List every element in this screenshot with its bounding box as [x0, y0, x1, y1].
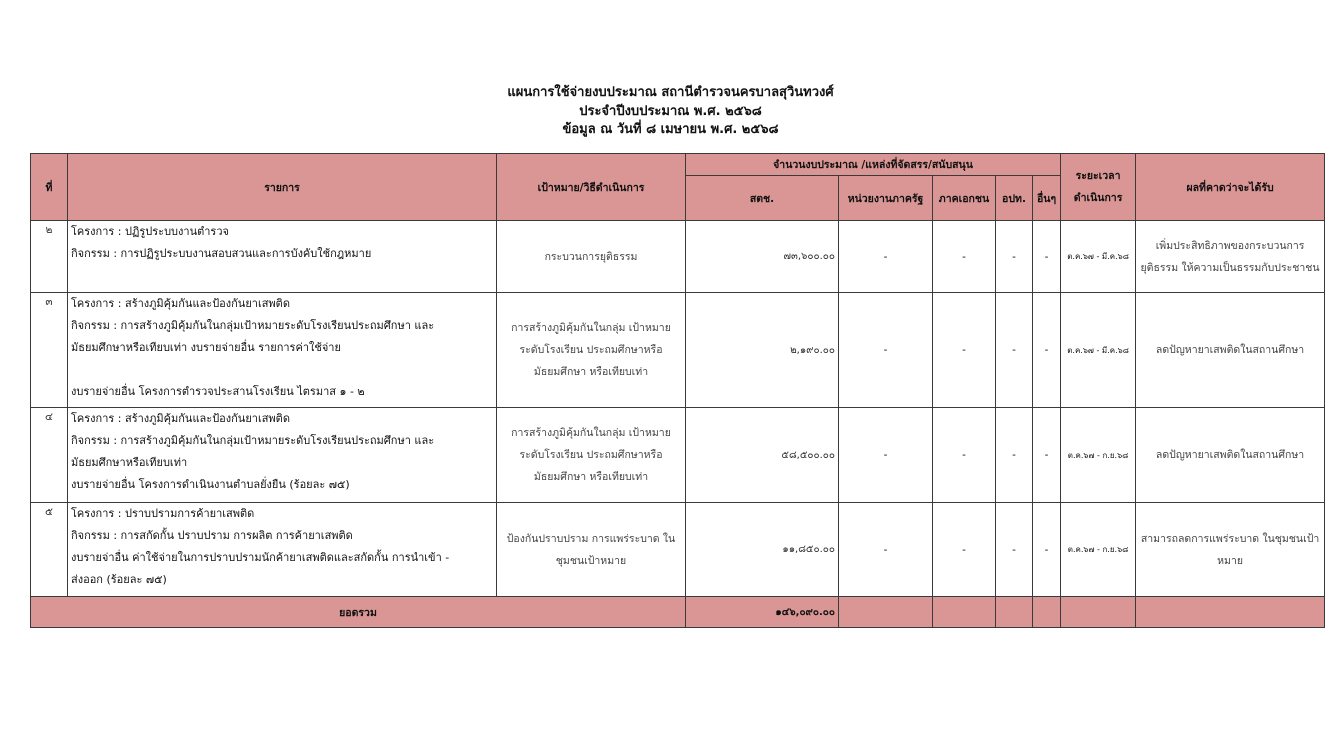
- table-row: [31, 293, 1325, 408]
- row-no: ๓: [31, 293, 68, 408]
- item-line: กิจกรรม : การสร้างภูมิคุ้มกันในกลุ่มเป้าหมายระดับโรงเรียนประถมศึกษา และ: [71, 319, 435, 332]
- item-line: โครงการ : ปฏิรูประบบงานตำรวจ: [71, 225, 229, 238]
- item-line: กิจกรรม : การปฏิรูประบบงานสอบสวนและการบังคับใช้กฎหมาย: [71, 247, 372, 260]
- header-no: ที่: [31, 154, 68, 221]
- row-private: -: [933, 503, 996, 597]
- row-period: ต.ค.๖๗ - ก.ย.๖๘: [1061, 503, 1136, 597]
- row-no: ๒: [31, 221, 68, 293]
- row-target: การสร้างภูมิคุ้มกันในกลุ่ม เป้าหมายระดับโรงเรียน ประถมศึกษาหรือมัธยมศึกษา หรือเทียบเท่า: [497, 408, 686, 503]
- row-item: [68, 221, 497, 293]
- row-other: -: [1033, 293, 1061, 408]
- row-result: ลดปัญหายาเสพติดในสถานศึกษา: [1136, 293, 1325, 408]
- row-result: สามารถลดการแพร่ระบาด ในชุมชนเป้าหมาย: [1136, 503, 1325, 597]
- total-police-budget: ๑๔๖,๐๙๐.๐๐: [686, 597, 839, 628]
- row-result: เพิ่มประสิทธิภาพของกระบวนการยุติธรรม ให้ความเป็นธรรมกับประชาชน: [1136, 221, 1325, 293]
- title-line-2: ประจำปีงบประมาณ พ.ศ. ๒๕๖๘: [579, 103, 762, 119]
- row-gov: -: [839, 503, 933, 597]
- row-period: ต.ค.๖๗ - ก.ย.๖๘: [1061, 408, 1136, 503]
- item-line: มัธยมศึกษาหรือเทียบเท่า งบรายจ่ายอื่น รายการค่าใช้จ่าย: [71, 341, 341, 354]
- row-local: -: [996, 293, 1033, 408]
- row-private: -: [933, 408, 996, 503]
- header-police: สตช.: [686, 176, 839, 221]
- row-police-budget: ๗๓,๖๐๐.๐๐: [686, 221, 839, 293]
- header-gov: หน่วยงานภาครัฐ: [839, 176, 933, 221]
- row-target: กระบวนการยุติธรรม: [497, 221, 686, 293]
- row-item: [68, 408, 497, 503]
- row-local: -: [996, 503, 1033, 597]
- total-row: [31, 597, 1325, 628]
- row-period: ต.ค.๖๗ - มี.ค.๖๘: [1061, 221, 1136, 293]
- header-result: ผลที่คาดว่าจะได้รับ: [1136, 154, 1325, 221]
- row-police-budget: ๒,๑๙๐.๐๐: [686, 293, 839, 408]
- table-row: [31, 408, 1325, 503]
- row-item: [68, 503, 497, 597]
- title-line-3: ข้อมูล ณ วันที่ ๘ เมษายน พ.ศ. ๒๕๖๘: [562, 122, 779, 137]
- row-private: -: [933, 221, 996, 293]
- item-line: งบรายจ่าอื่น ค่าใช้จ่ายในการปราบปรามนักค้ายาเสพติดและสกัดกั้น การนำเข้า -: [71, 551, 450, 564]
- header-period: ระยะเวลา ดำเนินการ: [1061, 154, 1136, 221]
- row-no: ๕: [31, 503, 68, 597]
- row-local: -: [996, 221, 1033, 293]
- table-row: [31, 503, 1325, 597]
- header-other: อื่นๆ: [1033, 176, 1061, 221]
- total-label: ยอดรวม: [31, 597, 686, 628]
- item-line: ส่งออก (ร้อยละ ๗๕): [71, 573, 167, 586]
- total-result: [1136, 597, 1325, 628]
- row-police-budget: ๑๑,๘๕๐.๐๐: [686, 503, 839, 597]
- row-private: -: [933, 293, 996, 408]
- row-target: การสร้างภูมิคุ้มกันในกลุ่ม เป้าหมายระดับโรงเรียน ประถมศึกษาหรือมัธยมศึกษา หรือเทียบเท่า: [497, 293, 686, 408]
- total-gov: [839, 597, 933, 628]
- header-budget-group: จำนวนงบประมาณ /แหล่งที่จัดสรร/สนับสนุน: [686, 154, 1061, 176]
- header-local: อปท.: [996, 176, 1033, 221]
- row-other: -: [1033, 408, 1061, 503]
- item-line: โครงการ : ปราบปรามการค้ายาเสพติด: [71, 507, 255, 520]
- total-local: [996, 597, 1033, 628]
- item-line: โครงการ : สร้างภูมิคุ้มกันและป้องกันยาเสพติด: [71, 412, 290, 425]
- total-private: [933, 597, 996, 628]
- item-line: กิจกรรม : การสร้างภูมิคุ้มกันในกลุ่มเป้าหมายระดับโรงเรียนประถมศึกษา และ: [71, 434, 435, 447]
- item-line: โครงการ : สร้างภูมิคุ้มกันและป้องกันยาเสพติด: [71, 297, 290, 310]
- row-gov: -: [839, 408, 933, 503]
- item-line: งบรายจ่ายอื่น โครงการดำเนินงานตำบลยั่งยืน (ร้อยละ ๗๕): [71, 478, 350, 491]
- item-line: งบรายจ่ายอื่น โครงการตำรวจประสานโรงเรียน ไตรมาส ๑ - ๒: [71, 385, 365, 398]
- header-item: รายการ: [68, 154, 497, 221]
- table-row: [31, 221, 1325, 293]
- total-other: [1033, 597, 1061, 628]
- item-line: [71, 359, 493, 381]
- row-target: ป้องกันปราบปราม การแพร่ระบาด ในชุมชนเป้าหมาย: [497, 503, 686, 597]
- row-item: [68, 293, 497, 408]
- row-gov: -: [839, 221, 933, 293]
- total-period: [1061, 597, 1136, 628]
- row-local: -: [996, 408, 1033, 503]
- item-line: กิจกรรม : การสกัดกั้น ปราบปราม การผลิต การค้ายาเสพติด: [71, 529, 353, 542]
- row-gov: -: [839, 293, 933, 408]
- row-police-budget: ๕๘,๕๐๐.๐๐: [686, 408, 839, 503]
- row-period: ต.ค.๖๗ - มี.ค.๖๘: [1061, 293, 1136, 408]
- header-private: ภาคเอกชน: [933, 176, 996, 221]
- row-result: ลดปัญหายาเสพติดในสถานศึกษา: [1136, 408, 1325, 503]
- row-no: ๔: [31, 408, 68, 503]
- budget-plan-table: [30, 153, 1325, 628]
- document-title-block: [0, 84, 1341, 140]
- item-line: มัธยมศึกษาหรือเทียบเท่า: [71, 456, 188, 469]
- row-other: -: [1033, 503, 1061, 597]
- title-line-1: แผนการใช้จ่ายงบประมาณ สถานีตำรวจนครบาลสุวินทวงศ์: [507, 85, 834, 100]
- header-target: เป้าหมาย/วิธีดำเนินการ: [497, 154, 686, 221]
- row-other: -: [1033, 221, 1061, 293]
